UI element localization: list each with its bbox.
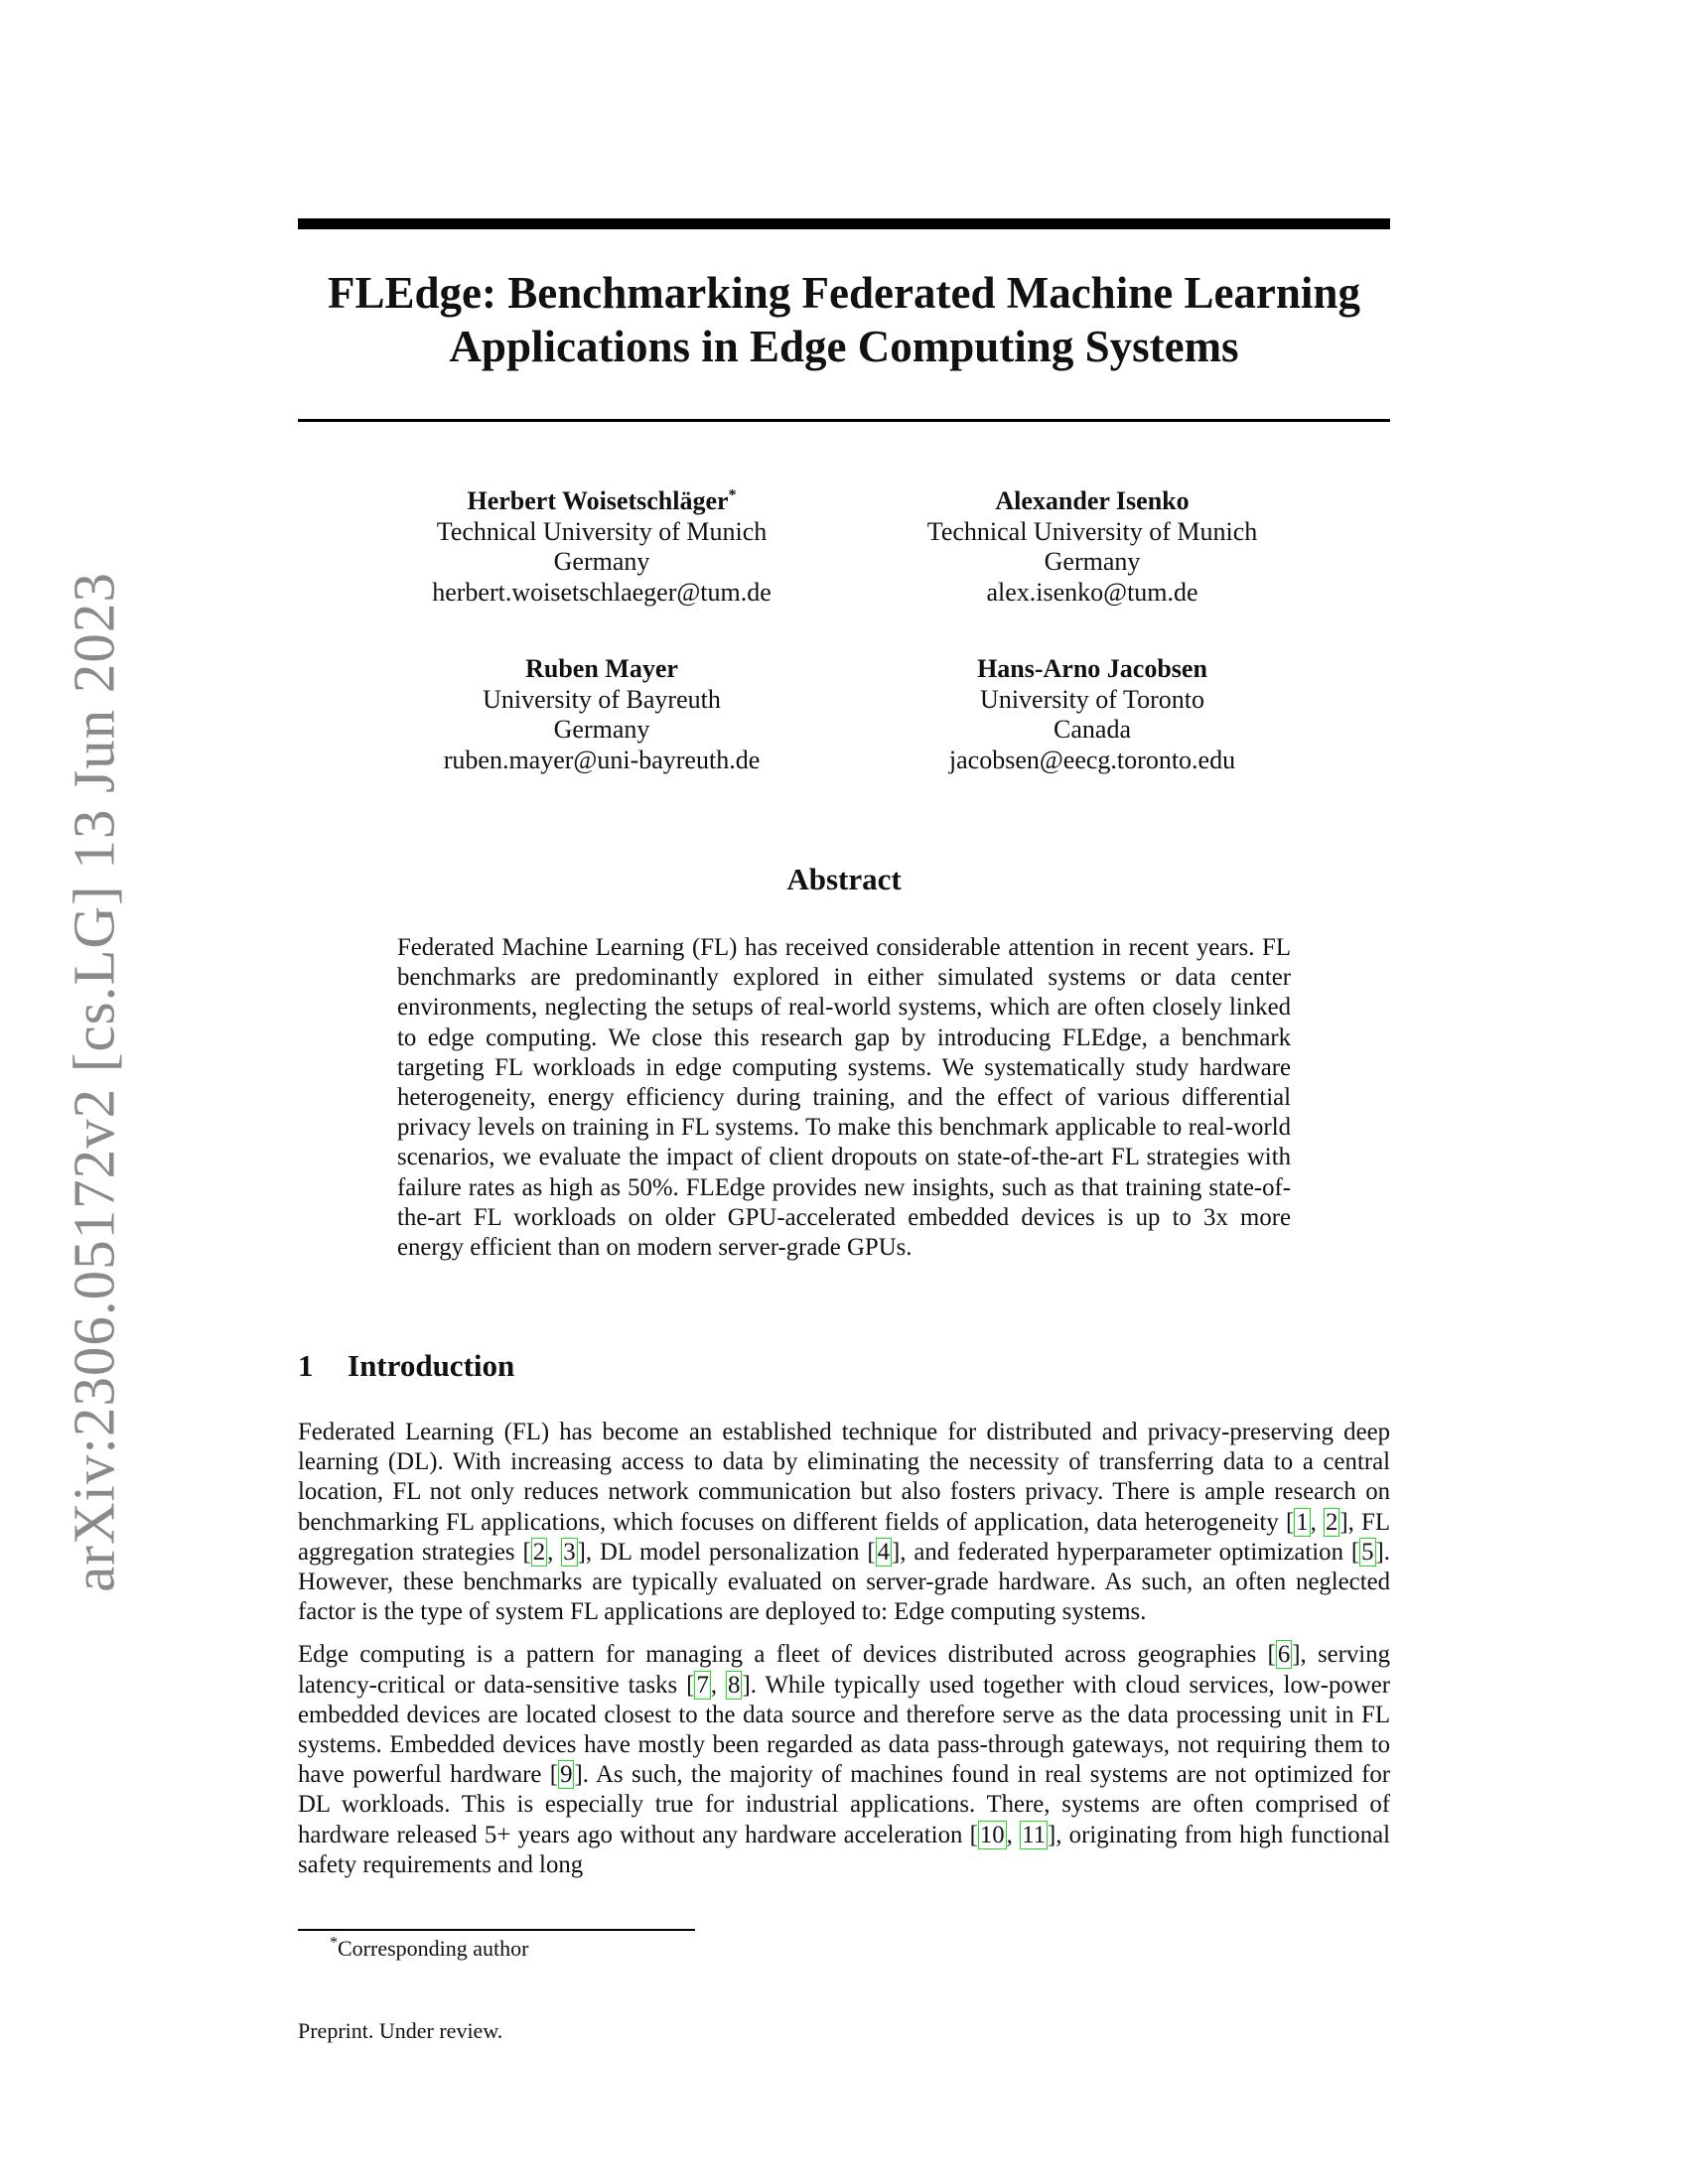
citation-link[interactable]: 5 [1361,1538,1374,1566]
author-name: Ruben Mayer [525,654,678,683]
citation-link[interactable]: 6 [1277,1641,1291,1669]
author-email: jacobsen@eecg.toronto.edu [948,745,1236,774]
section-heading [298,1348,1390,1384]
author-email: herbert.woisetschlaeger@tum.de [432,577,772,607]
intro-paragraph-2: Edge computing is a pattern for managing a fleet of devices distributed across geographies [6], serving latency-critical or data-sensitive tasks [7, 8]. While typically used together with cloud services, low-power embedded devices are located closest to the data source and therefore serve as the data processing unit in FL systems. Embedded devices have mostly been regarded as data pass-through gateways, not requiring them to have powerful hardware [9]. As such, the majority of machines found in real systems are not optimized for DL workloads. This is especially true for industrial applications. There, systems are often comprised of hardware released 5+ years ago without any hardware acceleration [10, 11], originating from high functional safety requirements and long [298,1641,1391,1878]
author-block-3 [373,654,830,775]
title-bottom-rule [298,419,1390,422]
abstract-text: Federated Machine Learning (FL) has received considerable attention in recent years. FL benchmarks are predominantly explored in either simulated systems or data center environments, neglecting the setups of real-world systems, which are often closely linked to edge computing. We close this research gap by introducing FLEdge, a benchmark targeting FL workloads in edge computing systems. We systematically study hardware heterogeneity, energy efficiency during training, and the effect of various differential privacy levels on training in FL systems. To make this benchmark applicable to real-world scenarios, we evaluate the impact of client dropouts on state-of-the-art FL strategies with failure rates as high as 50%. FLEdge provides new insights, such as that training state-of-the-art FL workloads on older GPU-accelerated embedded devices is up to 3x more energy efficient than on modern server-grade GPUs. [397,934,1291,1262]
footnote [330,1936,528,1962]
author-name: Hans-Arno Jacobsen [977,654,1207,683]
title-line-1: FLEdge: Benchmarking Federated Machine Learning [328,268,1360,318]
footnote-rule [298,1929,695,1931]
preprint-note: Preprint. Under review. [298,2018,503,2043]
title-top-rule [298,218,1390,229]
paper-title [298,266,1390,373]
author-block-4 [864,654,1321,775]
arxiv-identifier: arXiv:2306.05172v2 [cs.LG] 13 Jun 2023 [61,572,127,1592]
author-email: alex.isenko@tum.de [986,577,1198,607]
author-country: Germany [1044,547,1141,576]
footnote-text: Corresponding author [338,1936,529,1961]
citation-link[interactable]: 8 [728,1671,741,1699]
author-block-1 [373,486,830,608]
author-affiliation: Technical University of Munich [436,516,768,546]
abstract-heading: Abstract [786,862,902,896]
intro-paragraph-1: Federated Learning (FL) has become an established technique for distributed and privacy-preserving deep learning (DL). With increasing access to data by eliminating the necessity of transferring data to a central location, FL not only reduces network communication but also fosters privacy. There is ample research on benchmarking FL applications, which focuses on different fields of application, data heterogeneity [1, 2], FL aggregation strategies [2, 3], DL model personalization [4], and federated hyperparameter optimization [5]. However, these benchmarks are typically evaluated on server-grade hardware. As such, an often neglected factor is the type of system FL applications are deployed to: Edge computing systems. [298,1419,1391,1626]
citation-link[interactable]: 2 [1326,1508,1338,1536]
citation-link[interactable]: 7 [696,1671,709,1699]
author-name: Herbert Woisetschläger* [467,486,737,515]
citation-link[interactable]: 2 [532,1538,546,1566]
author-name: Alexander Isenko [995,486,1190,515]
title-line-2: Applications in Edge Computing Systems [449,322,1239,371]
citation-link[interactable]: 10 [979,1821,1005,1848]
citation-link[interactable]: 4 [877,1538,890,1566]
author-affiliation: University of Toronto [980,684,1204,714]
section-number: 1 [298,1348,314,1383]
author-affiliation: Technical University of Munich [926,516,1258,546]
citation-link[interactable]: 9 [560,1761,573,1789]
author-country: Canada [1054,715,1131,744]
intro-body [298,1418,1390,1880]
author-email: ruben.mayer@uni-bayreuth.de [443,745,761,774]
author-block-2 [864,486,1321,608]
author-country: Germany [553,715,650,744]
author-affiliation: University of Bayreuth [483,684,721,714]
author-country: Germany [553,547,650,576]
footnote-mark: * [330,1934,338,1952]
citation-link[interactable]: 11 [1022,1821,1046,1848]
citation-link[interactable]: 3 [563,1538,576,1566]
corresponding-author-mark: * [728,486,737,504]
section-title: Introduction [348,1348,515,1383]
citation-link[interactable]: 1 [1296,1508,1309,1536]
